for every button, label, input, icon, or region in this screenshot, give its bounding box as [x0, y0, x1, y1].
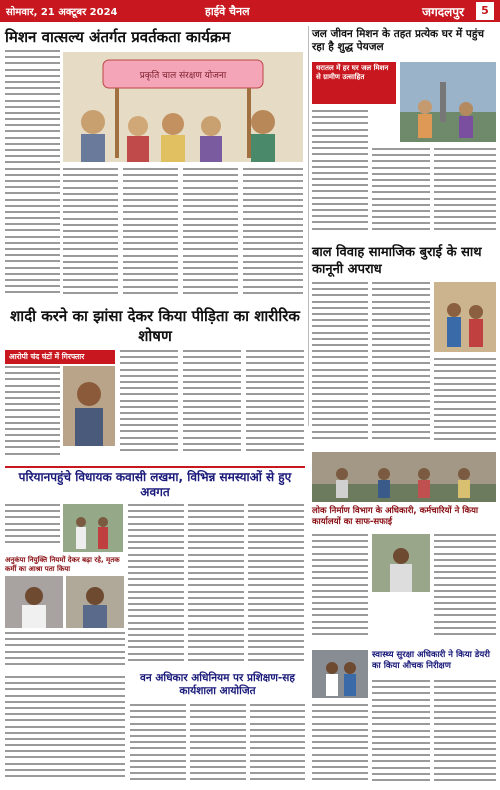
- mla-visit-headline: परियानपहुंचे विधायक कवासी लखमा, विभिन्न समस्याओं से हुए अवगत: [18, 470, 292, 499]
- appointment-photo-2: [66, 576, 124, 628]
- dairy-body-col3: [434, 680, 496, 786]
- assault-body-col4: [246, 350, 304, 462]
- assault-body-col1: [5, 366, 60, 461]
- child-marriage-body-col1: [312, 282, 368, 447]
- column-divider: [308, 26, 309, 426]
- cleanliness-photo-2: [372, 534, 430, 592]
- dairy-inspection-photo: [312, 650, 368, 698]
- issue-date: सोमवार, 21 अक्टूबर 2024: [6, 7, 118, 18]
- mission-headline: मिशन वात्सल्य अंतर्गत प्रवर्तकता कार्यक्रम: [5, 28, 231, 46]
- dairy-body-col2: [372, 680, 430, 786]
- mission-body-col5: [243, 168, 303, 300]
- cleanliness-body-col2: [434, 534, 496, 644]
- forest-body-col2: [190, 704, 246, 786]
- forest-body-col1: [130, 704, 186, 786]
- dairy-body-col1: [312, 704, 368, 786]
- mla-visit-photo: [63, 504, 123, 552]
- assault-body-col2: [120, 350, 178, 462]
- water-highlight-box: धरातल में हर घर जल मिशन से ग्रामीण उत्साहित: [312, 62, 396, 104]
- child-marriage-headline: बाल विवाह सामाजिक बुराई के साथ कानूनी अपराध: [312, 245, 482, 277]
- appointment-headline: अनुकंपा नियुक्ति नियमों देकर बढ़ा रहे, मृतक कर्मी का आश्रा पता किया: [5, 556, 120, 573]
- page-number: 5: [476, 2, 494, 20]
- cleanliness-headline: लोक निर्माण विभाग के अधिकारी, कर्मचारियों ने किया कार्यालयों का साफ-सफाई: [312, 506, 479, 527]
- mla-body-col2: [128, 504, 184, 669]
- water-body-col1: [312, 110, 368, 238]
- mission-event-photo: [63, 52, 303, 162]
- appointment-photo-1: [5, 576, 63, 628]
- edition-city: जगदलपुर: [422, 4, 464, 19]
- left-bottom-body: [5, 676, 125, 786]
- mla-body-col3: [188, 504, 244, 669]
- assault-body-col3: [183, 350, 241, 462]
- forest-body-col3: [250, 704, 305, 786]
- child-marriage-body-col2: [372, 282, 430, 447]
- water-body-col2: [372, 148, 430, 238]
- assault-headline: शादी करने का झांसा देकर किया पीड़िता का शारीरिक शोषण: [10, 307, 300, 345]
- cleanliness-photo: [312, 452, 496, 502]
- accused-photo: [63, 366, 115, 446]
- child-marriage-photo: [434, 282, 496, 352]
- mla-body-col4: [248, 504, 304, 669]
- water-headline: जल जीवन मिशन के तहत प्रत्येक घर में पहुंच रहा है शुद्ध पेयजल: [312, 28, 485, 53]
- water-photo: [400, 62, 496, 142]
- mission-body-col4: [183, 168, 238, 300]
- paper-name: हाईवे चैनल: [205, 4, 250, 18]
- child-marriage-body-col3: [434, 358, 496, 448]
- mission-banner-text: प्रकृति चाल संरक्षण योजना: [139, 71, 227, 81]
- appointment-body: [5, 632, 125, 670]
- water-body-col3: [434, 148, 496, 238]
- section-rule: [5, 466, 305, 468]
- arrest-tag: आरोपी चंद घंटों में गिरफ्तार: [5, 350, 115, 364]
- cleanliness-body-col1: [312, 534, 368, 644]
- dairy-inspection-headline: स्वास्थ्य सुरक्षा अधिकारी ने किया डेयरी का किया औचक निरीक्षण: [372, 650, 490, 671]
- forest-rights-headline: वन अधिकार अधिनियम पर प्रशिक्षण-सह कार्यशाला आयोजित: [140, 672, 295, 697]
- mission-body-col3: [123, 168, 178, 300]
- mission-body-col2: [63, 168, 118, 300]
- masthead: [0, 0, 500, 22]
- mla-body-col1: [5, 504, 60, 552]
- mission-body-col1: [5, 50, 60, 300]
